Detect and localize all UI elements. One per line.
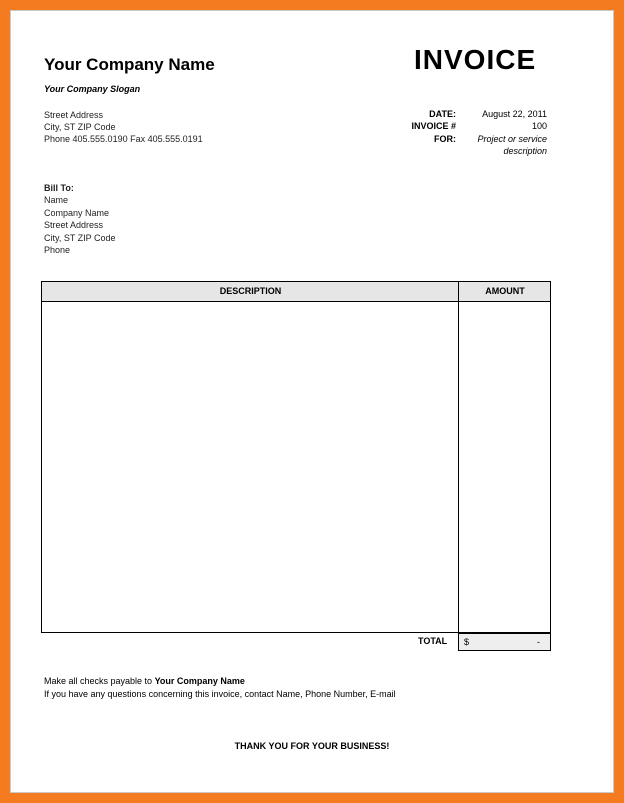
bill-to-heading: Bill To:: [44, 183, 74, 193]
table-header-row: [42, 282, 550, 302]
bill-to-company: Company Name: [44, 207, 110, 218]
company-address-block: [44, 109, 203, 145]
description-cell[interactable]: [42, 302, 458, 632]
for-value-line2: description: [503, 146, 547, 156]
date-label: DATE:: [429, 109, 456, 119]
total-label: TOTAL: [418, 636, 448, 646]
company-street: Street Address: [44, 110, 104, 120]
questions-note: If you have any questions concerning this invoice, contact Name, Phone Number, E-mail: [44, 689, 396, 699]
invoice-title: INVOICE: [414, 44, 537, 75]
invoice-number-label: INVOICE #: [411, 121, 456, 131]
company-slogan: Your Company Slogan: [44, 84, 141, 94]
for-label: FOR:: [434, 134, 456, 144]
date-value: August 22, 2011: [482, 109, 547, 119]
for-value-line1: Project or service: [477, 134, 547, 144]
payable-prefix: Make all checks payable to: [44, 676, 155, 686]
thank-you-note: THANK YOU FOR YOUR BUSINESS!: [234, 741, 390, 751]
company-city: City, ST ZIP Code: [44, 122, 116, 132]
bill-to-phone: Phone: [44, 245, 71, 256]
line-items-table: [41, 281, 551, 633]
company-name: Your Company Name: [44, 55, 215, 74]
total-value: -: [537, 637, 540, 647]
payable-note: [44, 676, 245, 686]
company-phone-fax: Phone 405.555.0190 Fax 405.555.0191: [44, 134, 203, 144]
bill-to-street: Street Address: [44, 220, 104, 231]
amount-cell[interactable]: [459, 302, 550, 632]
bill-to-block: [44, 182, 116, 256]
total-currency: $: [464, 637, 470, 647]
invoice-number-value: 100: [531, 121, 547, 131]
bill-to-name: Name: [44, 195, 69, 206]
payable-company-name: Your Company Name: [154, 676, 245, 686]
total-amount-field[interactable]: [458, 633, 551, 651]
amount-column-header: AMOUNT: [485, 286, 525, 296]
description-column-header: DESCRIPTION: [219, 286, 282, 296]
bill-to-city: City, ST ZIP Code: [44, 232, 116, 243]
